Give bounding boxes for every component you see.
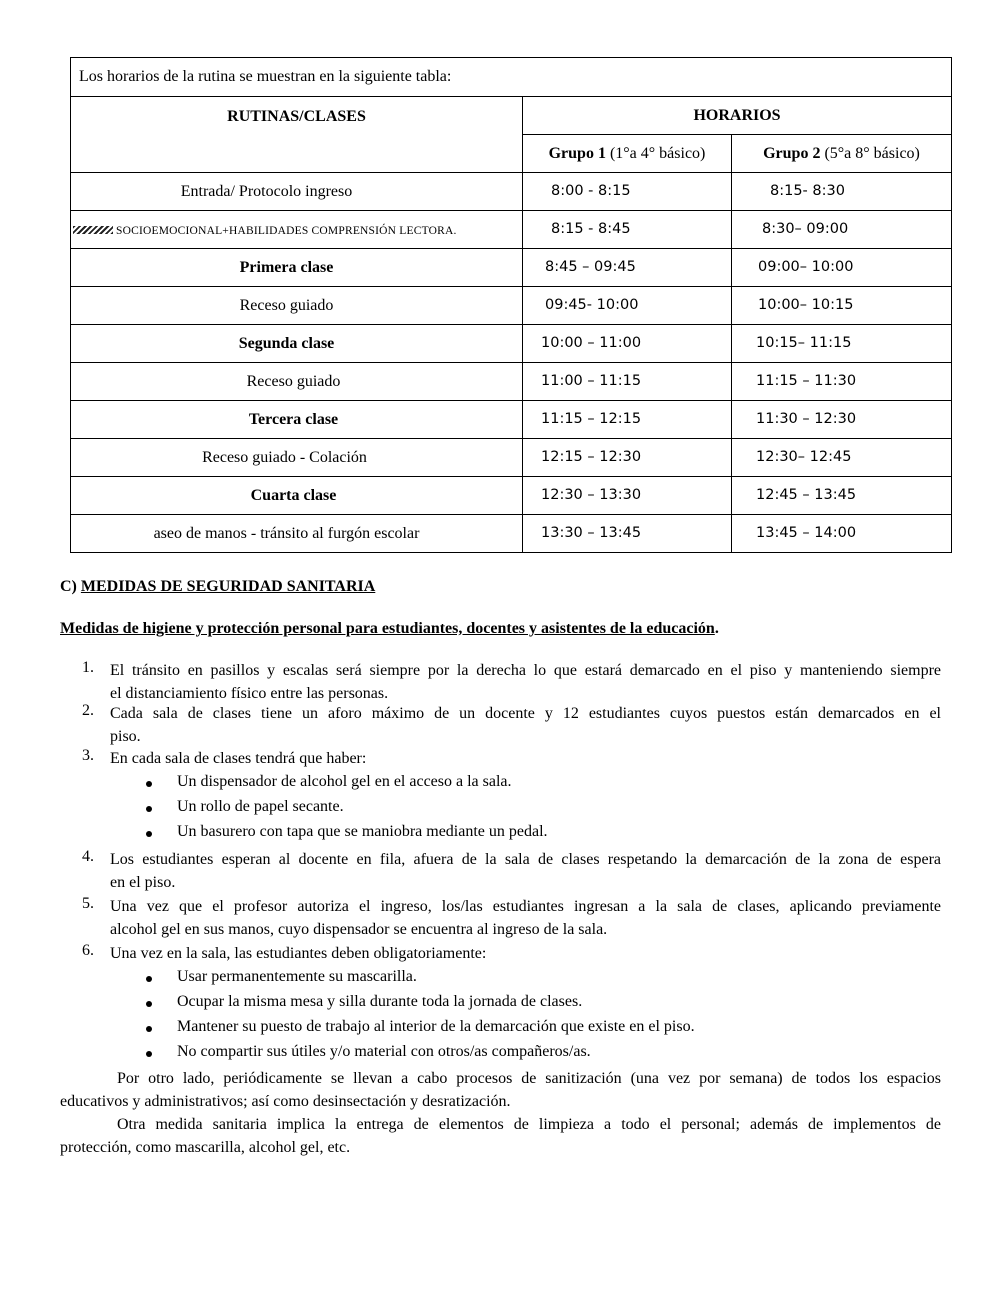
routine-label: SOCIOEMOCIONAL+HABILIDADES COMPRENSIÓN LECTORA. <box>116 224 457 237</box>
routine-label: Cuarta clase <box>71 477 523 515</box>
table-row <box>71 173 952 211</box>
routine-label-cell <box>71 211 523 249</box>
group2-time: 13:45 – 14:00 <box>732 515 952 553</box>
bullet-icon <box>146 1001 152 1007</box>
list-number: 1. <box>82 659 94 676</box>
table-row <box>71 401 952 439</box>
table-row <box>71 325 952 363</box>
group2-time: 11:30 – 12:30 <box>732 401 952 439</box>
routine-label: Entrada/ Protocolo ingreso <box>71 173 523 211</box>
routine-label: Receso guiado <box>71 363 523 401</box>
bullet-icon <box>146 976 152 982</box>
col-header-group2: Grupo 2 (5°a 8° básico) <box>732 135 952 173</box>
table-caption: Los horarios de la rutina se muestran en la siguiente tabla: <box>71 58 952 97</box>
col-header-routines: RUTINAS/CLASES <box>71 97 523 173</box>
list-item: Un basurero con tapa que se maniobra mediante un pedal. <box>177 823 548 840</box>
list-number: 3. <box>82 747 94 764</box>
list-item: El tránsito en pasillos y escalas será siempre por la derecha lo que estará demarcado en el piso y manteniendo siempre el distanciamiento físico entre las personas. <box>110 662 941 702</box>
table-row <box>71 287 952 325</box>
list-item: Un rollo de papel secante. <box>177 798 344 815</box>
closing-paragraph-2: Otra medida sanitaria implica la entrega de elementos de limpieza a todo el personal; además de implementos de protección, como mascarilla, alcohol gel, etc. <box>60 1116 941 1156</box>
list-item: Una vez que el profesor autoriza el ingreso, los/las estudiantes ingresan a la sala de clases, aplicando previamente alcohol gel en sus manos, cuyo dispensador se encuentra al ingreso de la sala. <box>110 898 941 938</box>
routine-label: Segunda clase <box>71 325 523 363</box>
list-item: En cada sala de clases tendrá que haber: <box>110 750 367 767</box>
list-item: Usar permanentemente su mascarilla. <box>177 968 417 985</box>
group1-time: 8:15 - 8:45 <box>523 211 732 249</box>
section-letter: C) <box>60 578 77 595</box>
group2-time: 10:15– 11:15 <box>732 325 952 363</box>
group2-time: 11:15 – 11:30 <box>732 363 952 401</box>
table-row <box>71 439 952 477</box>
group1-time: 13:30 – 13:45 <box>523 515 732 553</box>
list-item: Cada sala de clases tiene un aforo máximo de un docente y 12 estudiantes cuyos puestos están demarcados en el piso. <box>110 705 941 745</box>
group2-time: 12:45 – 13:45 <box>732 477 952 515</box>
col-header-group1: Grupo 1 (1°a 4° básico) <box>523 135 732 173</box>
table-row <box>71 249 952 287</box>
list-item: No compartir sus útiles y/o material con otros/as compañeros/as. <box>177 1043 591 1060</box>
routine-label: aseo de manos - tránsito al furgón escolar <box>71 515 523 553</box>
group1-time: 8:45 – 09:45 <box>523 249 732 287</box>
group1-time: 12:30 – 13:30 <box>523 477 732 515</box>
section-subtitle-text: Medidas de higiene y protección personal para estudiantes, docentes y asistentes de la educación <box>60 620 715 637</box>
routine-label: Receso guiado <box>71 287 523 325</box>
table-row <box>71 363 952 401</box>
list-item: Ocupar la misma mesa y silla durante toda la jornada de clases. <box>177 993 583 1010</box>
list-number: 2. <box>82 702 94 719</box>
section-title: MEDIDAS DE SEGURIDAD SANITARIA <box>80 578 376 595</box>
hatched-mark-icon <box>73 226 113 234</box>
routine-label: Receso guiado - Colación <box>71 439 523 477</box>
list-number: 4. <box>82 848 94 865</box>
group2-time: 12:30– 12:45 <box>732 439 952 477</box>
group2-time: 10:00– 10:15 <box>732 287 952 325</box>
section-heading <box>60 578 375 596</box>
list-item: Los estudiantes esperan al docente en fila, afuera de la sala de clases respetando la demarcación de la zona de espera en el piso. <box>110 851 941 891</box>
group1-time: 12:15 – 12:30 <box>523 439 732 477</box>
bullet-icon <box>146 1051 152 1057</box>
routine-label: Tercera clase <box>71 401 523 439</box>
bullet-icon <box>146 806 152 812</box>
group2-time: 09:00– 10:00 <box>732 249 952 287</box>
bullet-icon <box>146 1026 152 1032</box>
group1-time: 8:00 - 8:15 <box>523 173 732 211</box>
list-number: 5. <box>82 895 94 912</box>
group1-time: 11:00 – 11:15 <box>523 363 732 401</box>
group1-time: 11:15 – 12:15 <box>523 401 732 439</box>
bullet-icon <box>146 781 152 787</box>
routine-label: Primera clase <box>71 249 523 287</box>
closing-paragraph-1: Por otro lado, periódicamente se llevan a cabo procesos de sanitización (una vez por semana) de todos los espacios educativos y administrativos; así como desinsectación y desratización. <box>60 1070 941 1110</box>
section-subtitle: Medidas de higiene y protección personal para estudiantes, docentes y asistentes de la educación. <box>60 620 719 637</box>
group1-time: 10:00 – 11:00 <box>523 325 732 363</box>
schedule-table <box>70 57 952 553</box>
group2-time: 8:30– 09:00 <box>732 211 952 249</box>
bullet-icon <box>146 831 152 837</box>
group2-time: 8:15- 8:30 <box>732 173 952 211</box>
list-item: Mantener su puesto de trabajo al interior de la demarcación que existe en el piso. <box>177 1018 695 1035</box>
list-item: Un dispensador de alcohol gel en el acceso a la sala. <box>177 773 512 790</box>
table-row <box>71 515 952 553</box>
col-header-schedules: HORARIOS <box>523 97 952 135</box>
table-row <box>71 211 952 249</box>
list-item: Una vez en la sala, las estudiantes deben obligatoriamente: <box>110 945 487 962</box>
table-row <box>71 477 952 515</box>
group1-time: 09:45- 10:00 <box>523 287 732 325</box>
list-number: 6. <box>82 942 94 959</box>
